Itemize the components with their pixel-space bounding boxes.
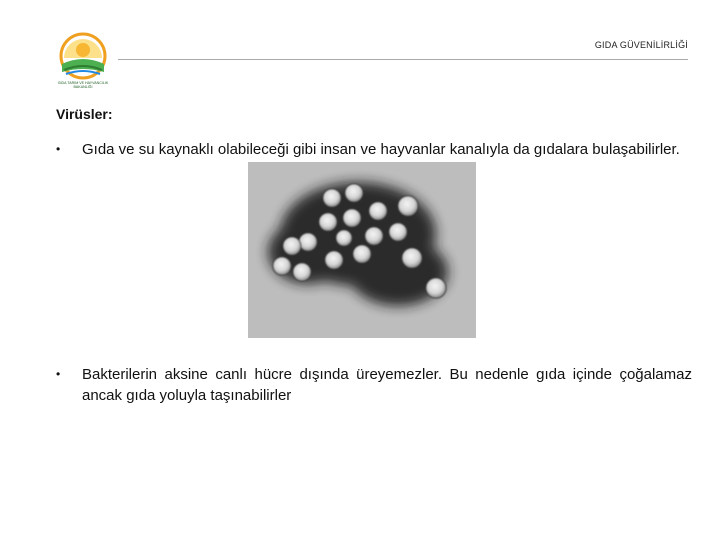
logo-text-line1: GIDA TARIM VE HAYVANCILIK — [57, 81, 109, 85]
bullet-marker: • — [56, 367, 61, 381]
virus-micrograph-image — [248, 162, 476, 338]
ministry-logo-icon — [50, 28, 116, 90]
bullet-text: Gıda ve su kaynaklı olabileceği gibi insan ve hayvanlar kanalıyla da gıdalara bulaşabilirler. — [82, 141, 680, 158]
section-title: Virüsler: — [56, 106, 113, 122]
header-divider — [118, 59, 688, 60]
bullet-item — [56, 139, 692, 160]
bullet-item — [56, 364, 692, 406]
bullet-marker: • — [56, 142, 61, 156]
logo-text-line2: BAKANLIĞI — [73, 85, 93, 89]
header-title: GIDA GÜVENİLİRLİĞİ — [594, 40, 688, 50]
bullet-text: Bakterilerin aksine canlı hücre dışında üreyemezler. Bu nedenle gıda içinde çoğalamaz ancak gıda yoluyla taşınabilirler — [82, 366, 692, 404]
